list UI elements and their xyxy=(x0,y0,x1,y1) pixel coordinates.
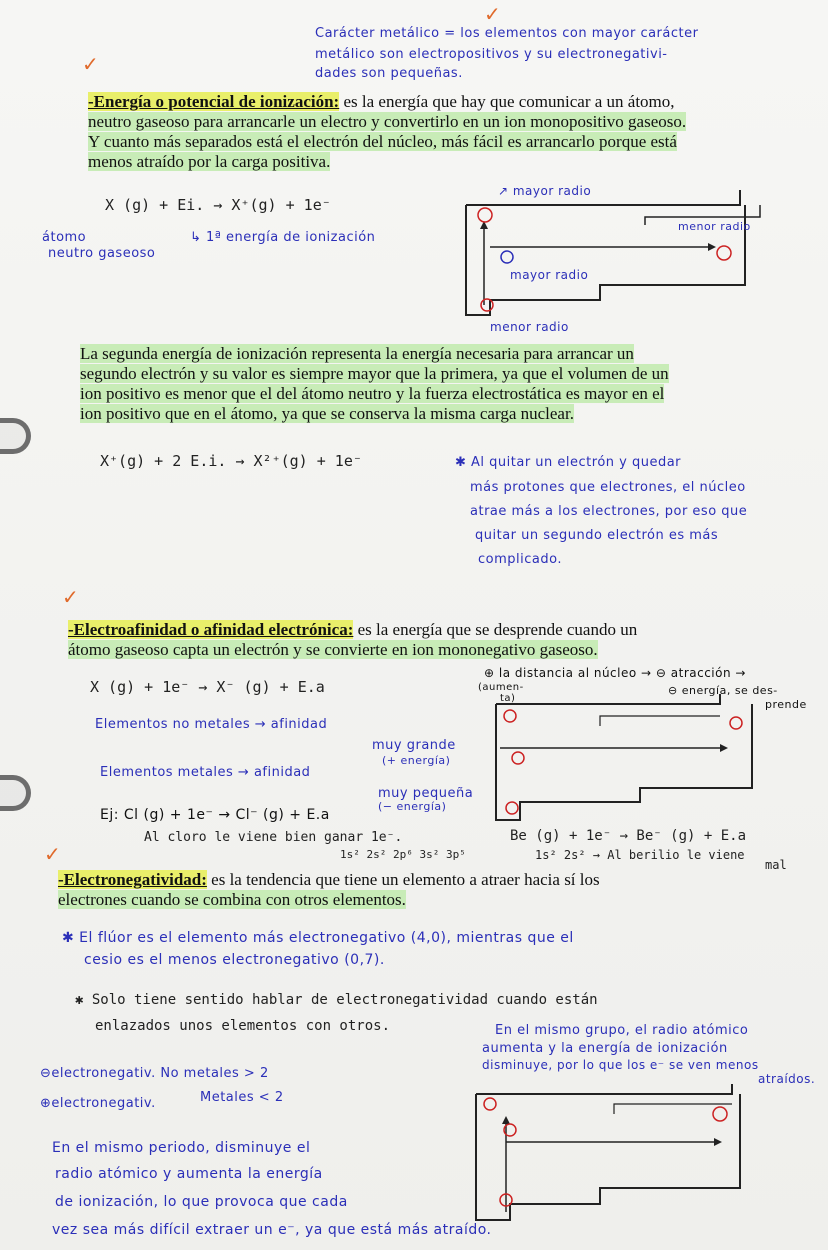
berilio-note: mal xyxy=(765,858,787,872)
diagram-label-right: menor radio xyxy=(678,220,751,233)
ionization-periodic-diagram xyxy=(460,185,770,335)
afinidad-diagram-label: prende xyxy=(765,698,807,711)
check-icon: ✓ xyxy=(44,842,61,866)
ionizacion-text: Y cuanto más separados está el electrón del núcleo, más fácil es arrancarlo porque está xyxy=(88,132,677,151)
check-icon: ✓ xyxy=(484,2,501,26)
afinidad-paragraph xyxy=(68,620,768,660)
afinidad-diagram-label: ⊖ energía, se des- xyxy=(668,684,778,697)
nometales-note: muy grande xyxy=(372,738,456,753)
top-note-line3: dades son pequeñas. xyxy=(315,66,463,81)
afinidad-text: átomo gaseoso capta un electrón y se convierte en ion mononegativo gaseoso. xyxy=(68,640,598,659)
electroneg-text: es la tendencia que tiene un elemento a atraer hacia sí los xyxy=(206,870,600,889)
ionizacion-title: -Energía o potencial de ionización: xyxy=(88,92,340,111)
afinidad-diagram-label: (aumen- xyxy=(478,682,524,693)
note-line: atrae más a los electrones, por eso que xyxy=(470,504,748,519)
atom-note: neutro gaseoso xyxy=(48,246,156,261)
afinidad-title: -Electroafinidad o afinidad electrónica: xyxy=(68,620,354,639)
grupo-note: aumenta y la energía de ionización xyxy=(482,1041,728,1056)
ionization-equation-2: X⁺(g) + 2 E.i. → X²⁺(g) + 1e⁻ xyxy=(100,452,362,470)
second-ionization-text: segundo electrón y su valor es siempre mayor que la primera, ya que el volumen de un xyxy=(80,364,669,383)
metales-note: muy pequeña xyxy=(378,786,474,801)
berilio-equation: Be (g) + 1e⁻ → Be⁻ (g) + E.a xyxy=(510,828,747,844)
fluor-note: ✱ El flúor es el elemento más electronegativo (4,0), mientras que el xyxy=(62,930,574,946)
example-equation: Ej: Cl (g) + 1e⁻ → Cl⁻ (g) + E.a xyxy=(100,807,330,823)
note-line: ✱ Al quitar un electrón y quedar xyxy=(455,455,682,470)
grupo-note: disminuye, por lo que los e⁻ se ven menos xyxy=(482,1058,759,1072)
second-ionization-text: ion positivo es menor que el del átomo neutro y la fuerza electrostática es mayor en el xyxy=(80,384,665,403)
afinidad-periodic-diagram xyxy=(490,690,770,835)
ionization-equation-1: X (g) + Ei. → X⁺(g) + 1e⁻ xyxy=(105,196,331,214)
metales-note: (− energía) xyxy=(378,800,447,813)
check-icon: ✓ xyxy=(82,52,99,76)
electroneg-rule: ⊕electronegativ. xyxy=(40,1096,156,1111)
example-note: Al cloro le viene bien ganar 1e⁻. xyxy=(144,830,403,845)
sentido-note: enlazados unos elementos con otros. xyxy=(95,1018,391,1034)
top-note-line2: metálico son electropositivos y su electronegativi- xyxy=(315,47,668,62)
periodo-note: vez sea más difícil extraer un e⁻, ya que está más atraído. xyxy=(52,1222,492,1238)
note-line: más protones que electrones, el núcleo xyxy=(470,480,746,495)
example-config: 1s² 2s² 2p⁶ 3s² 3p⁵ xyxy=(340,848,466,861)
electroneg-text: electrones cuando se combina con otros elementos. xyxy=(58,890,406,909)
electroneg-paragraph xyxy=(58,870,758,910)
periodo-note: En el mismo periodo, disminuye el xyxy=(52,1140,311,1156)
sentido-note: ✱ Solo tiene sentido hablar de electronegatividad cuando están xyxy=(75,992,598,1008)
diagram-label-bottom: menor radio xyxy=(490,320,569,334)
ionizacion-text: es la energía que hay que comunicar a un átomo, xyxy=(339,92,675,111)
ionizacion-paragraph xyxy=(88,92,788,172)
electroneg-rule: ⊖electronegativ. No metales > 2 xyxy=(40,1066,269,1081)
grupo-note: En el mismo grupo, el radio atómico xyxy=(495,1023,749,1038)
second-ionization-text: La segunda energía de ionización representa la energía necesaria para arrancar un xyxy=(80,344,634,363)
berilio-note: 1s² 2s² → Al berilio le viene xyxy=(535,848,745,862)
note-line: complicado. xyxy=(478,552,562,567)
nometales-note: Elementos no metales → afinidad xyxy=(95,717,328,732)
fluor-note: cesio es el menos electronegativo (0,7). xyxy=(84,952,385,968)
ionizacion-text: neutro gaseoso para arrancarle un electro y convertirlo en un ion monopositivo gaseoso. xyxy=(88,112,687,131)
grupo-note: atraídos. xyxy=(758,1072,816,1086)
periodo-note: radio atómico y aumenta la energía xyxy=(55,1166,323,1182)
first-energy-note: ↳ 1ª energía de ionización xyxy=(190,230,376,245)
afinidad-text: es la energía que se desprende cuando un xyxy=(353,620,638,639)
check-icon: ✓ xyxy=(62,585,79,609)
atom-note: átomo xyxy=(42,230,87,245)
second-ionization-text: ion positivo que en el átomo, ya que se conserva la misma carga nuclear. xyxy=(80,404,574,423)
afinidad-diagram-label: ta) xyxy=(500,693,516,704)
note-line: quitar un segundo electrón es más xyxy=(475,528,719,543)
afinidad-diagram-label: ⊕ la distancia al núcleo → ⊖ atracción → xyxy=(484,666,746,680)
afinidad-equation: X (g) + 1e⁻ → X⁻ (g) + E.a xyxy=(90,678,325,696)
diagram-label-top: ↗ mayor radio xyxy=(498,184,592,198)
metales-note: Elementos metales → afinidad xyxy=(100,765,311,780)
periodo-note: de ionización, lo que provoca que cada xyxy=(55,1194,348,1210)
ionizacion-text: menos atraído por la carga positiva. xyxy=(88,152,331,171)
top-note-line1: Carácter metálico = los elementos con mayor carácter xyxy=(315,26,699,41)
electroneg-title: -Electronegatividad: xyxy=(58,870,207,889)
diagram-label-mid: mayor radio xyxy=(510,268,589,282)
electroneg-rule: Metales < 2 xyxy=(200,1090,284,1105)
electroneg-periodic-diagram xyxy=(470,1080,770,1230)
nometales-note: (+ energía) xyxy=(382,754,451,767)
second-ionization-paragraph xyxy=(80,344,780,424)
